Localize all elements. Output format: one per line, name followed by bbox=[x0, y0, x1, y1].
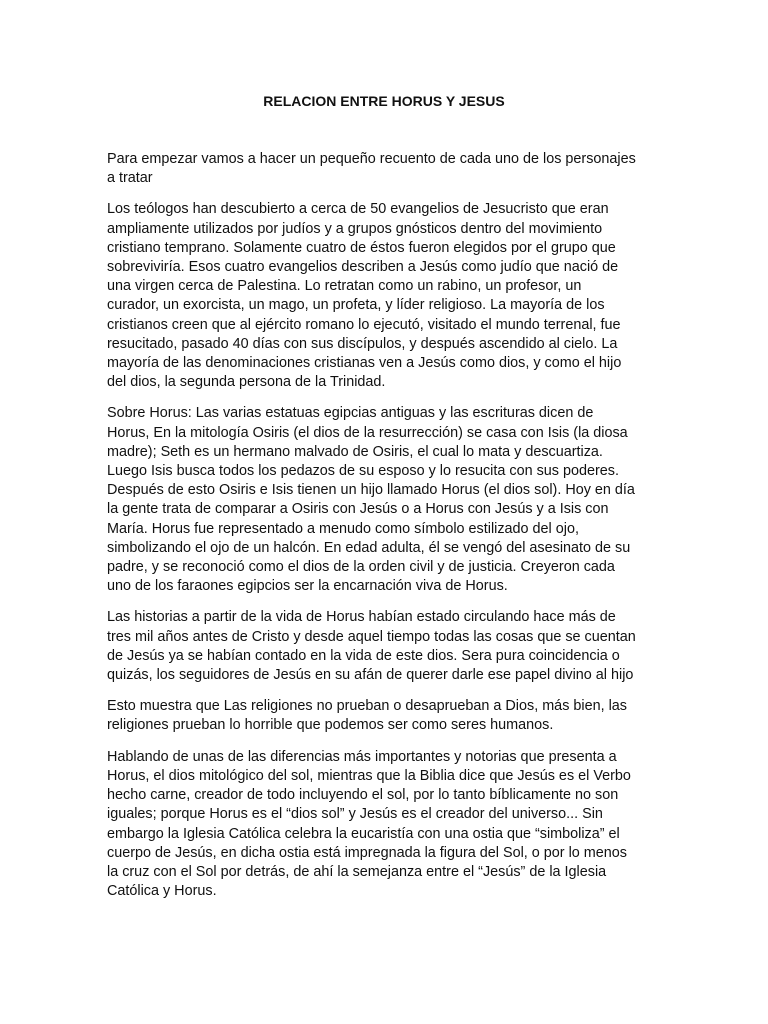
text-line: resucitado, pasado 40 días con sus discípulos, y después ascendido al cielo. La bbox=[107, 335, 618, 352]
text-line: ampliamente utilizados por judíos y a grupos gnósticos dentro del movimiento bbox=[107, 220, 603, 237]
intro-paragraph bbox=[107, 150, 675, 188]
text-line: María. Horus fue representado a menudo como símbolo estilizado del ojo, bbox=[107, 520, 579, 537]
document-title: RELACION ENTRE HORUS Y JESUS bbox=[263, 93, 505, 109]
religion-paragraph bbox=[107, 697, 675, 735]
text-line: uno de los faraones egipcios ser la encarnación viva de Horus. bbox=[107, 578, 508, 595]
text-line: cuerpo de Jesús, en dicha ostia está impregnada la figura del Sol, o por lo menos bbox=[107, 844, 627, 861]
jesus-paragraph bbox=[107, 200, 675, 392]
document-body bbox=[107, 150, 675, 913]
text-line: la gente trata de comparar a Osiris con Jesús o a Horus con Jesús y a Isis con bbox=[107, 501, 609, 518]
text-line: hecho carne, creador de todo incluyendo el sol, por lo tanto bíblicamente no son bbox=[107, 787, 619, 804]
text-line: embargo la Iglesia Católica celebra la eucaristía con una ostia que “simboliza” el bbox=[107, 825, 620, 842]
text-line: padre, y se reconoció como el dios de la orden civil y de justicia. Creyeron cada bbox=[107, 559, 615, 576]
text-line: Para empezar vamos a hacer un pequeño recuento de cada uno de los personajes bbox=[107, 151, 636, 167]
text-line: cristiano temprano. Solamente cuatro de éstos fueron elegidos por el grupo que bbox=[107, 239, 616, 256]
horus-paragraph bbox=[107, 404, 675, 596]
text-line: iguales; porque Horus es el “dios sol” y Jesús es el creador del universo... Sin bbox=[107, 806, 603, 823]
text-line: Después de esto Osiris e Isis tienen un hijo llamado Horus (el dios sol). Hoy en día bbox=[107, 482, 635, 499]
text-line: Esto muestra que Las religiones no prueban o desaprueban a Dios, más bien, las bbox=[107, 698, 627, 715]
text-line: tres mil años antes de Cristo y desde aquel tiempo todas las cosas que se cuentan bbox=[107, 628, 636, 645]
text-line: quizás, los seguidores de Jesús en su afán de querer darle ese papel divino al hijo bbox=[107, 667, 634, 684]
text-line: curador, un exorcista, un mago, un profeta, y líder religioso. La mayoría de los bbox=[107, 297, 605, 314]
text-line: Horus, el dios mitológico del sol, mientras que la Biblia dice que Jesús es el Verbo bbox=[107, 767, 631, 784]
text-line: cristianos creen que al ejército romano lo ejecutó, visitado el mundo terrenal, fue bbox=[107, 316, 621, 333]
text-line: del dios, la segunda persona de la Trinidad. bbox=[107, 374, 386, 391]
text-line: Horus, En la mitología Osiris (el dios de la resurrección) se casa con Isis (la diosa bbox=[107, 424, 628, 441]
text-line: sobreviviría. Esos cuatro evangelios describen a Jesús como judío que nació de bbox=[107, 259, 619, 276]
text-line: mayoría de las denominaciones cristianas ven a Jesús como dios, y como el hijo bbox=[107, 355, 622, 372]
text-line: Católica y Horus. bbox=[107, 883, 217, 900]
text-line: de Jesús ya se habían contado en la vida de este dios. Sera pura coincidencia o bbox=[107, 647, 620, 664]
history-paragraph bbox=[107, 608, 675, 685]
text-line: Hablando de unas de las diferencias más importantes y notorias que presenta a bbox=[107, 748, 617, 765]
text-line: Los teólogos han descubierto a cerca de 50 evangelios de Jesucristo que eran bbox=[107, 201, 609, 218]
text-line: madre); Seth es un hermano malvado de Osiris, el cual lo mata y descuartiza. bbox=[107, 443, 603, 460]
differences-paragraph bbox=[107, 748, 675, 902]
text-line: religiones prueban lo horrible que podemos ser como seres humanos. bbox=[107, 717, 554, 734]
text-line: una virgen cerca de Palestina. Lo retratan como un rabino, un profesor, un bbox=[107, 278, 582, 295]
text-line: a tratar bbox=[107, 170, 153, 187]
text-line: Las historias a partir de la vida de Horus habían estado circulando hace más de bbox=[107, 609, 616, 626]
text-line: simbolizando el ojo de un halcón. En edad adulta, él se vengó del asesinato de su bbox=[107, 539, 631, 556]
text-line: la cruz con el Sol por detrás, de ahí la semejanza entre el “Jesús” de la Iglesia bbox=[107, 863, 607, 880]
text-line: Sobre Horus: Las varias estatuas egipcias antiguas y las escrituras dicen de bbox=[107, 405, 594, 422]
text-line: Luego Isis busca todos los pedazos de su esposo y lo resucita con sus poderes. bbox=[107, 463, 619, 480]
